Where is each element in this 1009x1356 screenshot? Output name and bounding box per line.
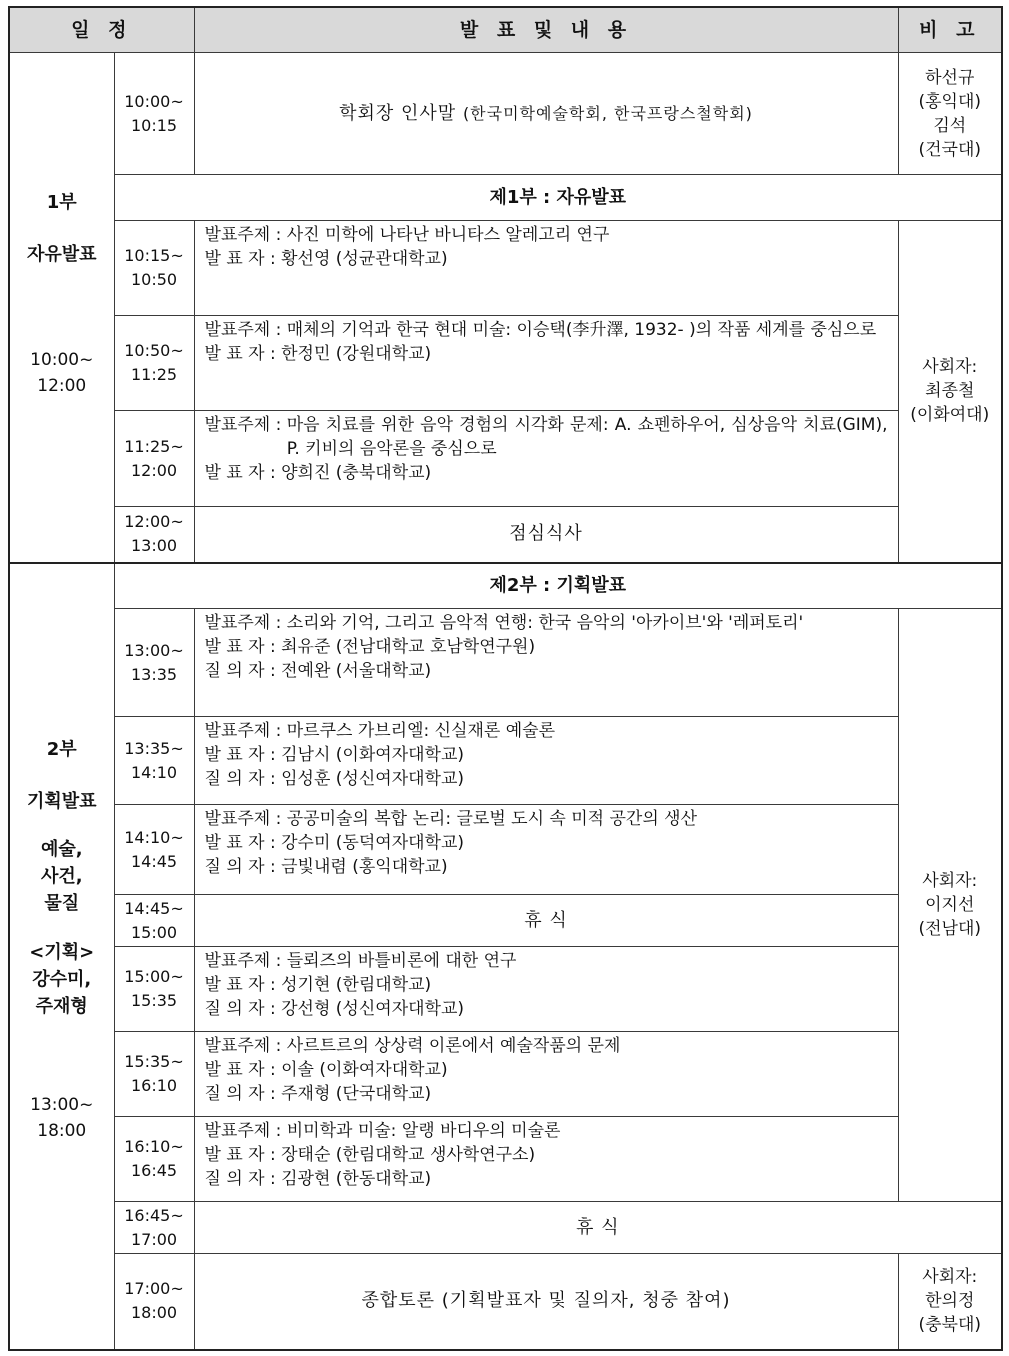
presenter-label: 발 표 자 :: [204, 1060, 282, 1080]
p1-2-cell: [194, 316, 898, 411]
lunch-label: 점심식사: [194, 507, 898, 563]
p2-2-presenter: 김남시 (이화여자대학교): [281, 745, 465, 765]
p2-3-topic: 공공미술의 복합 논리: 글로벌 도시 속 미적 공간의 생산: [286, 809, 697, 829]
p2-4-discussant: 강선형 (성신여자대학교): [281, 999, 465, 1019]
p1-2-topic: 매체의 기억과 한국 현대 미술: 이승택(李升澤, 1932- )의 작품 세계를 중심으로: [286, 320, 877, 340]
opening-detail: (한국미학예술학회, 한국프랑스철학회): [462, 103, 753, 123]
presenter-label: 발 표 자 :: [204, 1145, 282, 1165]
p2-6-presenter: 장태순 (한림대학교 생사학연구소): [281, 1145, 536, 1165]
presenter-label: 발 표 자 :: [204, 975, 282, 995]
header-schedule: 일 정: [9, 7, 194, 53]
part2-theme: 예술, 사건, 물질: [40, 838, 83, 914]
break2-label: 휴 식: [194, 1202, 1002, 1254]
discussant-label: 질 의 자 :: [204, 857, 282, 877]
p2-1-discussant: 전예완 (서울대학교): [281, 661, 432, 681]
presenter-label: 발 표 자 :: [204, 745, 282, 765]
section2-title: 제2부 : 기획발표: [114, 563, 1002, 609]
presenter-label: 발 표 자 :: [204, 249, 282, 269]
p2-5-discussant: 주재형 (단국대학교): [281, 1084, 432, 1104]
break2-time: 16:45~ 17:00: [114, 1202, 194, 1254]
break1-label: 휴 식: [194, 895, 898, 947]
part2-moderator: 사회자: 이지선 (전남대): [898, 609, 1002, 1202]
p1-3-topic: 마음 치료를 위한 음악 경험의 시각화 문제: A. 쇼펜하우어, 심상음악 치료(GIM), P. 키비의 음악론을 중심으로: [286, 415, 888, 459]
topic-label: 발표주제 :: [204, 951, 287, 971]
topic-label: 발표주제 :: [204, 809, 287, 829]
p2-3-cell: [194, 805, 898, 895]
p2-4-cell: [194, 947, 898, 1032]
part1-cell: [9, 53, 114, 563]
discussion-label: 종합토론 (기획발표자 및 질의자, 청중 참여): [194, 1254, 898, 1350]
p1-3-presenter: 양희진 (충북대학교): [281, 463, 432, 483]
p2-4-time: 15:00~ 15:35: [114, 947, 194, 1032]
part2-title: 기획발표: [26, 790, 97, 812]
p2-1-time: 13:00~ 13:35: [114, 609, 194, 717]
header-row: [9, 7, 1002, 53]
p2-2-topic: 마르쿠스 가브리엘: 신실재론 예술론: [286, 721, 556, 741]
part2-time: 13:00~ 18:00: [30, 1094, 94, 1141]
section1-title: 제1부 : 자유발표: [114, 175, 1002, 221]
p1-1-topic: 사진 미학에 나타난 바니타스 알레고리 연구: [286, 225, 610, 245]
opening-note: 하선규 (홍익대) 김석 (건국대): [898, 53, 1002, 175]
p2-4-presenter: 성기현 (한림대학교): [281, 975, 432, 995]
discussant-label: 질 의 자 :: [204, 661, 282, 681]
opening-cell: [194, 53, 898, 175]
p2-2-time: 13:35~ 14:10: [114, 717, 194, 805]
discussant-label: 질 의 자 :: [204, 999, 282, 1019]
part1-label: 1부: [46, 192, 77, 213]
p2-6-cell: [194, 1117, 898, 1202]
discussion-time: 17:00~ 18:00: [114, 1254, 194, 1350]
p2-4-topic: 들뢰즈의 바틀비론에 대한 연구: [286, 951, 517, 971]
topic-label: 발표주제 :: [204, 225, 287, 245]
p1-2-time: 10:50~ 11:25: [114, 316, 194, 411]
header-note: 비 고: [898, 7, 1002, 53]
p2-5-topic: 사르트르의 상상력 이론에서 예술작품의 문제: [286, 1036, 621, 1056]
opening-title: 학회장 인사말: [339, 102, 457, 124]
part1-moderator: 사회자: 최종철 (이화여대): [898, 221, 1002, 563]
break1-time: 14:45~ 15:00: [114, 895, 194, 947]
lunch-time: 12:00~ 13:00: [114, 507, 194, 563]
discussant-label: 질 의 자 :: [204, 769, 282, 789]
p1-3-time: 11:25~ 12:00: [114, 411, 194, 507]
p1-1-presenter: 황선영 (성균관대학교): [281, 249, 448, 269]
part2-label: 2부: [46, 738, 77, 760]
presenter-label: 발 표 자 :: [204, 833, 282, 853]
p2-2-cell: [194, 717, 898, 805]
p2-1-presenter: 최유준 (전남대학교 호남학연구원): [281, 637, 536, 657]
p2-3-presenter: 강수미 (동덕여자대학교): [281, 833, 465, 853]
p2-5-time: 15:35~ 16:10: [114, 1032, 194, 1117]
p1-3-cell: [194, 411, 898, 507]
topic-label: 발표주제 :: [204, 1121, 287, 1141]
p2-1-topic: 소리와 기억, 그리고 음악적 연행: 한국 음악의 '아카이브'와 '레퍼토리': [286, 613, 804, 633]
presenter-label: 발 표 자 :: [204, 344, 282, 364]
presenter-label: 발 표 자 :: [204, 637, 282, 657]
part1-title: 자유발표: [26, 244, 97, 265]
topic-label: 발표주제 :: [204, 613, 287, 633]
topic-label: 발표주제 :: [204, 415, 287, 435]
p2-3-discussant: 금빛내렴 (홍익대학교): [281, 857, 448, 877]
p2-2-discussant: 임성훈 (성신여자대학교): [281, 769, 465, 789]
opening-time: 10:00~ 10:15: [114, 53, 194, 175]
p2-6-discussant: 김광현 (한동대학교): [281, 1169, 432, 1189]
p2-5-cell: [194, 1032, 898, 1117]
discussant-label: 질 의 자 :: [204, 1084, 282, 1104]
topic-label: 발표주제 :: [204, 320, 287, 340]
part2-planner: <기획> 강수미, 주재형: [29, 941, 95, 1017]
discussion-note: 사회자: 한의정 (충북대): [898, 1254, 1002, 1350]
p2-6-time: 16:10~ 16:45: [114, 1117, 194, 1202]
topic-label: 발표주제 :: [204, 1036, 287, 1056]
header-content: 발 표 및 내 용: [194, 7, 898, 53]
part1-time: 10:00~ 12:00: [30, 350, 94, 396]
discussant-label: 질 의 자 :: [204, 1169, 282, 1189]
p1-1-time: 10:15~ 10:50: [114, 221, 194, 316]
part2-cell: [9, 563, 114, 1350]
p2-6-topic: 비미학과 미술: 알랭 바디우의 미술론: [286, 1121, 561, 1141]
p1-1-cell: [194, 221, 898, 316]
p2-5-presenter: 이솔 (이화여자대학교): [281, 1060, 448, 1080]
presenter-label: 발 표 자 :: [204, 463, 282, 483]
topic-label: 발표주제 :: [204, 721, 287, 741]
p2-3-time: 14:10~ 14:45: [114, 805, 194, 895]
schedule-table: [8, 6, 1003, 1351]
p1-2-presenter: 한정민 (강원대학교): [281, 344, 432, 364]
p2-1-cell: [194, 609, 898, 717]
